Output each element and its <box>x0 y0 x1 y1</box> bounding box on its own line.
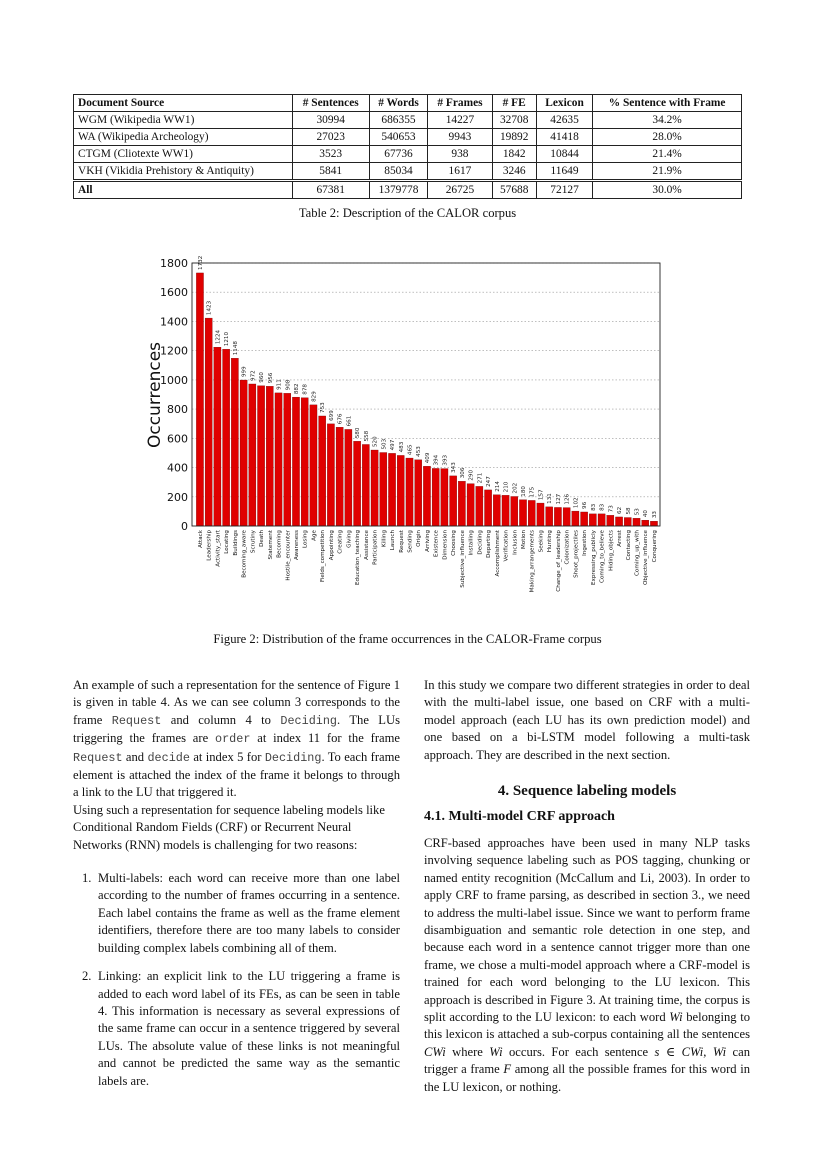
table-cell: WA (Wikipedia Archeology) <box>74 129 293 146</box>
bar <box>292 397 299 526</box>
text-span: where <box>445 1044 490 1059</box>
bar <box>240 380 247 526</box>
x-tick-label: Activity_start <box>215 530 222 567</box>
y-tick-label: 0 <box>181 520 188 533</box>
x-tick-label: Leadership <box>206 530 213 561</box>
bar-value-label: 960 <box>259 372 266 383</box>
bar <box>310 405 317 526</box>
bar <box>458 481 465 526</box>
bar-value-label: 699 <box>328 410 335 421</box>
y-tick-label: 400 <box>167 461 188 475</box>
bar-value-label: 972 <box>250 370 257 381</box>
paragraph: Using such a representation for sequence labeling models like Conditional Random Fields (CRF) or Recurrent Neural Networks (RNN) models is challenging for two reasons: <box>73 802 385 852</box>
bar <box>589 514 596 526</box>
bar <box>223 349 230 526</box>
bar <box>493 495 500 526</box>
col-header: # FE <box>492 95 536 112</box>
chart-y-axis-label: Occurrences <box>145 341 165 449</box>
text-span: can trigger a frame <box>424 1044 751 1077</box>
bar-value-label: 1148 <box>232 341 239 356</box>
x-tick-label: Departing <box>486 530 493 558</box>
frame-name: Deciding <box>280 713 338 728</box>
bar <box>528 500 535 526</box>
bar <box>249 384 256 526</box>
bar-value-label: 661 <box>346 415 353 427</box>
x-tick-label: Arrest <box>617 530 624 547</box>
paragraph: In this study we compare two different strategies in order to deal with the multi-label issue, one based on CRF with a multi-model approach (each LU has its own prediction model) and one based on a bi-LSTM model following a multi-task approach. They are described in the next section. <box>424 678 750 762</box>
bar-value-label: 247 <box>486 476 493 487</box>
bar-value-label: 343 <box>451 462 458 473</box>
bar-value-label: 580 <box>355 427 362 439</box>
text-span: , <box>703 1044 713 1059</box>
y-tick-label: 1600 <box>160 286 188 300</box>
bar-value-label: 497 <box>390 439 397 451</box>
text-span: at index 5 for <box>189 749 265 764</box>
bar <box>546 507 553 526</box>
bar-value-label: 180 <box>521 486 528 497</box>
bar <box>450 476 457 526</box>
frame-occurrence-chart <box>140 243 670 618</box>
bar <box>380 453 387 526</box>
table-cell: WGM (Wikipedia WW1) <box>74 112 293 129</box>
x-tick-label: Appointing <box>328 530 335 561</box>
bar-value-label: 558 <box>363 430 370 442</box>
lu-name: order <box>215 732 251 747</box>
table-cell: 10844 <box>536 146 592 163</box>
bar <box>485 490 492 526</box>
x-tick-label: Hostile_encounter <box>285 530 292 581</box>
bar <box>502 495 509 526</box>
bar <box>275 393 282 526</box>
table-cell: 30994 <box>292 112 369 129</box>
bar-value-label: 1224 <box>215 329 222 345</box>
x-tick-label: Creating <box>337 530 344 554</box>
table-cell: 21.4% <box>593 146 742 163</box>
list-number: 2. <box>82 969 92 984</box>
math-symbol: Wi <box>712 1044 727 1059</box>
table-cell: 1617 <box>428 163 492 181</box>
x-tick-label: Coming_to_believe <box>599 530 606 583</box>
bar-value-label: 202 <box>512 482 519 494</box>
bar-value-label: 1210 <box>224 331 231 347</box>
x-tick-label: Scrutiny <box>250 530 257 554</box>
x-tick-label: Age <box>311 530 318 541</box>
bar <box>615 517 622 526</box>
table-row <box>74 163 742 181</box>
bar <box>415 460 422 526</box>
table-cell: 11649 <box>536 163 592 181</box>
table-cell: 3246 <box>492 163 536 181</box>
x-tick-label: Coming_up_with <box>634 530 641 576</box>
bar-value-label: 999 <box>241 366 248 378</box>
bar <box>406 458 413 526</box>
table-row <box>74 146 742 163</box>
bar-value-label: 908 <box>285 379 292 391</box>
bar-value-label: 96 <box>582 501 589 509</box>
bar-value-label: 290 <box>468 469 475 481</box>
text-span: and <box>122 749 148 764</box>
table-cell: 42635 <box>536 112 592 129</box>
bar-value-label: 157 <box>538 489 545 501</box>
bar <box>432 468 439 526</box>
x-tick-label: Deciding <box>477 530 484 555</box>
bar <box>266 386 273 526</box>
bar-value-label: 882 <box>293 383 300 395</box>
x-tick-label: Killing <box>381 530 388 547</box>
list-item <box>73 968 400 1090</box>
table-cell: 5841 <box>292 163 369 181</box>
bar <box>554 507 561 526</box>
left-column <box>73 677 400 1101</box>
bar <box>607 515 614 526</box>
x-tick-label: Ingestion <box>582 530 589 556</box>
x-tick-label: Request <box>398 530 405 553</box>
bar-value-label: 58 <box>625 507 632 515</box>
table-cell: 9943 <box>428 129 492 146</box>
bar-value-label: 83 <box>599 503 606 511</box>
y-tick-label: 1800 <box>160 257 188 270</box>
x-tick-label: Attack <box>197 530 204 548</box>
text-span: . The LUs triggering the frames are <box>73 712 400 746</box>
bar-value-label: 62 <box>617 506 624 514</box>
subsection-heading: 4.1. Multi-model CRF approach <box>424 809 615 824</box>
x-tick-label: Fields_competition <box>320 530 327 583</box>
reasons-list <box>73 870 400 1090</box>
x-tick-label: Awareness <box>293 530 300 561</box>
table-cell: 14227 <box>428 112 492 129</box>
bar <box>371 450 378 526</box>
y-tick-label: 200 <box>167 490 188 504</box>
x-tick-label: Launch <box>390 530 397 551</box>
table-row <box>74 129 742 146</box>
x-tick-label: Hiding_objects <box>608 530 615 571</box>
math-symbol: CWi <box>424 1044 446 1059</box>
table-cell: 1842 <box>492 146 536 163</box>
bar <box>284 393 291 526</box>
bar-value-label: 1423 <box>206 300 213 316</box>
bar <box>388 453 395 526</box>
bar-value-label: 102 <box>573 497 580 509</box>
x-tick-label: Shoot_projectiles <box>573 530 580 578</box>
x-tick-label: Becoming <box>276 530 283 558</box>
paragraph <box>73 677 400 802</box>
x-tick-label: Education_teaching <box>355 530 362 585</box>
x-tick-label: Seeking <box>538 530 545 553</box>
x-tick-label: Buildings <box>232 530 239 556</box>
x-tick-label: Becoming_aware <box>241 530 248 578</box>
frame-name: Request <box>111 713 162 728</box>
frame-name: Deciding <box>264 750 322 765</box>
bar <box>257 386 264 526</box>
bar-value-label: 453 <box>416 446 423 457</box>
x-tick-label: Change_of_leadership <box>555 530 562 592</box>
table-cell: 67381 <box>292 181 369 199</box>
corpus-table <box>73 94 742 199</box>
bar-value-label: 127 <box>555 493 562 505</box>
col-header: # Sentences <box>292 95 369 112</box>
text-span: An example of such a representation for the sentence of Figure 1 is given in table 4. As we can see column 3 corresponds to the frame <box>73 678 400 727</box>
table-cell: 28.0% <box>593 129 742 146</box>
right-column-intro <box>424 677 750 764</box>
bar-value-label: 131 <box>547 493 554 504</box>
table-caption: Table 2: Description of the CALOR corpus <box>298 206 517 220</box>
x-tick-label: Origin <box>416 530 423 547</box>
bar <box>205 318 212 526</box>
bar-value-label: 73 <box>608 505 615 513</box>
table-cell: 34.2% <box>593 112 742 129</box>
math-symbol: Wi <box>489 1044 503 1059</box>
list-number: 1. <box>82 871 92 886</box>
x-tick-label: Accomplishment <box>494 530 501 577</box>
bar <box>362 444 369 526</box>
table-cell: All <box>74 181 293 199</box>
col-header: % Sentence with Frame <box>593 95 742 112</box>
bar <box>336 427 343 526</box>
list-text: Multi-labels: each word can receive more than one label according to the number of frames occurring in a sentence. Each label contains the frame as well as the frame element identifiers, therefore there are too many labels to consider building complex labels combining all of them. <box>98 871 400 955</box>
bar <box>563 508 570 526</box>
lu-name: decide <box>147 750 190 765</box>
col-header: # Words <box>369 95 428 112</box>
bar-value-label: 306 <box>459 467 466 479</box>
bar-value-label: 753 <box>320 402 327 413</box>
table-cell: 41418 <box>536 129 592 146</box>
table-cell: 72127 <box>536 181 592 199</box>
col-header: Document Source <box>74 95 293 112</box>
bar <box>231 358 238 526</box>
table-cell: 686355 <box>369 112 428 129</box>
y-tick-label: 800 <box>167 403 188 417</box>
bar <box>319 416 326 526</box>
x-tick-label: Hunting <box>547 530 554 553</box>
bar <box>196 273 203 526</box>
bar <box>633 518 640 526</box>
table-cell: 1379778 <box>369 181 428 199</box>
y-tick-label: 1200 <box>160 344 188 358</box>
bar <box>598 514 605 526</box>
x-tick-label: Arriving <box>424 530 431 552</box>
text-span: at index 11 for the frame <box>250 731 400 746</box>
col-header: # Frames <box>428 95 492 112</box>
bar-value-label: 465 <box>407 444 414 456</box>
text-span: among all the possible frames for this word in the LU lexicon, or nothing. <box>424 1062 750 1094</box>
bar-value-label: 394 <box>433 454 440 466</box>
table-cell: 85034 <box>369 163 428 181</box>
x-tick-label: Expressing_publicly <box>590 530 597 585</box>
text-span: belonging to this lexicon is attached a sub-corpus containing all the sentences <box>424 1010 750 1042</box>
bar <box>467 484 474 526</box>
table-cell: 3523 <box>292 146 369 163</box>
x-tick-label: Assistance <box>363 530 370 560</box>
bar-value-label: 33 <box>651 511 658 519</box>
bar <box>476 486 483 526</box>
bar <box>537 503 544 526</box>
bar-value-label: 175 <box>529 486 536 498</box>
bar-value-label: 83 <box>590 503 597 511</box>
bar <box>301 398 308 526</box>
table-cell: 540653 <box>369 129 428 146</box>
x-tick-label: Inclusion <box>512 530 519 555</box>
table-cell: 27023 <box>292 129 369 146</box>
bar <box>214 347 221 526</box>
bar <box>511 496 518 526</box>
bar <box>397 455 404 526</box>
text-span: and column 4 to <box>161 712 281 727</box>
table-cell: 57688 <box>492 181 536 199</box>
section-heading: 4. Sequence labeling models <box>497 783 677 799</box>
x-tick-label: Existence <box>433 530 440 558</box>
x-tick-label: Subjective_influence <box>459 530 466 588</box>
table-cell: 938 <box>428 146 492 163</box>
paragraph <box>424 835 750 1096</box>
bar <box>327 424 334 526</box>
x-tick-label: Participation <box>372 530 379 565</box>
bar <box>441 469 448 526</box>
x-tick-label: Verification <box>503 530 510 562</box>
bar-value-label: 676 <box>337 413 344 425</box>
bar <box>581 512 588 526</box>
chart-x-ticks <box>198 529 658 592</box>
x-tick-label: Making_arrangements <box>529 530 536 593</box>
x-tick-label: Giving <box>346 530 353 548</box>
table-cell: 30.0% <box>593 181 742 199</box>
bar-value-label: 126 <box>564 493 571 505</box>
x-tick-label: Objective_influence <box>643 530 650 585</box>
bar-value-label: 393 <box>442 454 449 466</box>
bar <box>624 518 631 526</box>
x-tick-label: Colonization <box>564 530 571 565</box>
bar <box>345 429 352 526</box>
table-cell: 26725 <box>428 181 492 199</box>
bar <box>519 500 526 526</box>
table-cell: CTGM (Cliotexte WW1) <box>74 146 293 163</box>
bar-value-label: 214 <box>494 481 501 492</box>
x-tick-label: Motion <box>521 530 528 549</box>
x-tick-label: Installing <box>468 530 475 556</box>
table-total-row <box>74 181 742 199</box>
x-tick-label: Choosing <box>451 530 458 556</box>
x-tick-label: Losing <box>302 530 309 549</box>
bar-value-label: 520 <box>372 436 379 448</box>
text-span: CRF-based approaches have been used in many NLP tasks involving sequence labeling such as POS tagging, chunking or named entity recognition (McCallum and Li, 2003). In order to apply CRF to frame parsing, as described in section 3., we need to address the multi-label issue. Since we want to perform frame disambiguation and semantic role detection in one step, and because each word in a sentence cannot trigger more than one frame, we chose a multi-model approach where a CRF-model is trained for each word belonging to the LU lexicon. This approach is described in Figure 3. At training time, the corpus is split according to the LU lexicon: to each word <box>424 836 750 1025</box>
table-cell: VKH (Vikidia Prehistory & Antiquity) <box>74 163 293 181</box>
table-cell: 19892 <box>492 129 536 146</box>
bar-value-label: 1732 <box>197 255 204 270</box>
y-tick-label: 1000 <box>160 373 188 387</box>
bar-value-label: 911 <box>276 379 283 390</box>
bar <box>423 466 430 526</box>
text-span: . To each frame element is attached the index of the frame it belongs to through a link to the LU that triggered it. <box>73 749 400 800</box>
bar-value-label: 40 <box>643 510 650 518</box>
table-cell: 21.9% <box>593 163 742 181</box>
x-tick-label: Locating <box>224 530 231 554</box>
bar <box>354 441 361 526</box>
table-header-row <box>74 95 742 112</box>
bar <box>650 521 657 526</box>
x-tick-label: Statement <box>267 530 274 560</box>
x-tick-label: Death <box>259 530 266 547</box>
table-cell: 32708 <box>492 112 536 129</box>
bar-value-label: 210 <box>503 481 510 493</box>
list-item <box>73 870 400 957</box>
chart-bars <box>196 273 657 526</box>
math-symbol: F <box>503 1062 512 1077</box>
figure-caption: Figure 2: Distribution of the frame occurrences in the CALOR-Frame corpus <box>213 632 602 646</box>
x-tick-label: Dimension <box>442 530 449 560</box>
x-tick-label: Conquering <box>651 530 658 563</box>
frame-name: Request <box>73 750 123 765</box>
bar-value-label: 829 <box>311 391 318 402</box>
bar <box>572 511 579 526</box>
bar-value-label: 271 <box>477 472 484 484</box>
x-tick-label: Contacting <box>625 530 632 561</box>
text-span: occurs. For each sentence <box>502 1044 655 1059</box>
x-tick-label: Sending <box>407 530 414 553</box>
bar-value-label: 956 <box>267 372 274 384</box>
bar-value-label: 503 <box>381 438 388 450</box>
bar-value-label: 483 <box>398 441 405 453</box>
table-row <box>74 112 742 129</box>
table-cell: 67736 <box>369 146 428 163</box>
math-symbol: s ∈ CWi <box>654 1044 704 1059</box>
bar <box>642 520 649 526</box>
y-tick-label: 600 <box>167 432 188 446</box>
right-column-body <box>424 835 750 1096</box>
bar-value-label: 409 <box>424 452 431 464</box>
bar-value-label: 53 <box>634 508 641 516</box>
math-symbol: Wi <box>669 1010 683 1025</box>
y-tick-label: 1400 <box>160 315 188 329</box>
bar-value-label: 878 <box>302 384 309 395</box>
list-text: Linking: an explicit link to the LU triggering a frame is added to each word label of its FEs, as can be seen in table 4. This information is necessary as several expressions of the same frame can occur in a sentence triggered by several LUs. The absolute value of these links is not meaningful and cannot be predicted the same way as the semantic labels are. <box>98 969 400 1088</box>
col-header: Lexicon <box>536 95 592 112</box>
